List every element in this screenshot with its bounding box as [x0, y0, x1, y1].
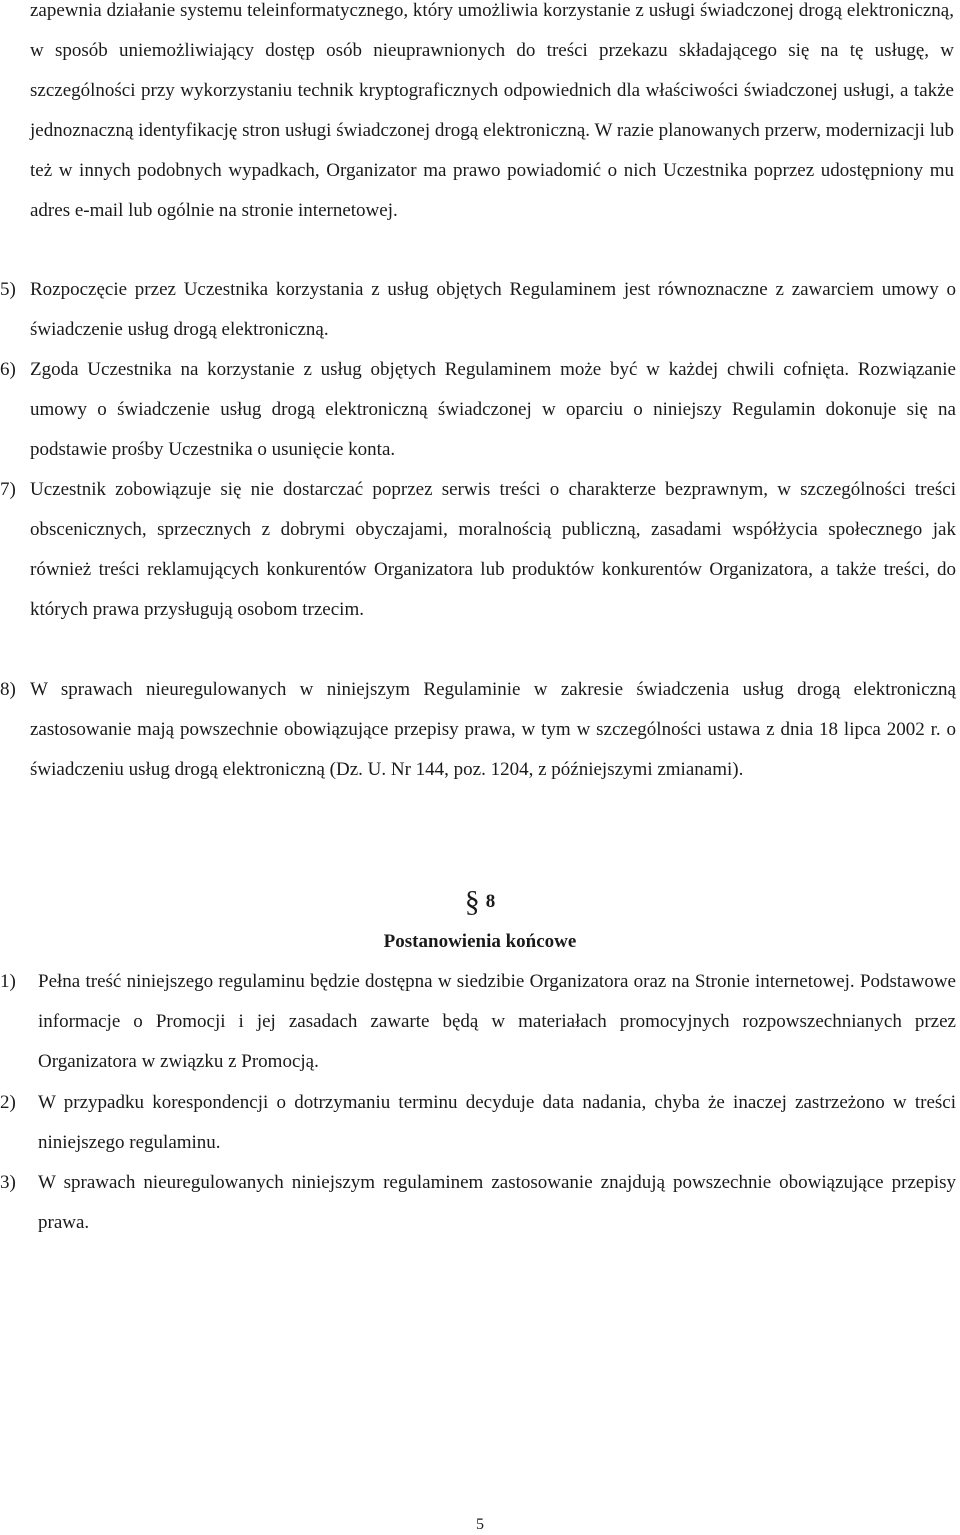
- list-item-text: Rozpoczęcie przez Uczestnika korzystania z usług objętych Regulaminem jest równoznaczne z zawarciem umowy o świadczenie usług drogą elektroniczną.: [30, 279, 956, 340]
- list-item-number: 2): [0, 1092, 16, 1113]
- final-item-2: [0, 1083, 956, 1163]
- intro-continuation-paragraph: zapewnia działanie systemu teleinformatycznego, który umożliwia korzystanie z usługi świadczonej drogą elektroniczną, w sposób uniemożliwiający dostęp osób nieuprawnionych do treści przekazu składającego się na tę usługę, w szczególności przy wykorzystaniu technik kryptograficznych odpowiednich dla właściwości świadczonej usługi, a także jednoznaczną identyfikację stron usługi świadczonej drogą elektroniczną. W razie planowanych przerw, modernizacji lub też w innych podobnych wypadkach, Organizator ma prawo powiadomić o nich Uczestnika poprzez udostępniony mu adres e-mail lub ogólnie na stronie internetowej.: [30, 0, 954, 221]
- list-item-number: 5): [0, 279, 16, 300]
- list-item-6: [0, 350, 956, 470]
- list-item-text: Pełna treść niniejszego regulaminu będzie dostępna w siedzibie Organizatora oraz na Stronie internetowej. Podstawowe informacje o Promocji i jej zasadach zawarte będą w materiałach promocyjnych rozpowszechnianych przez Organizatora w związku z Promocją.: [38, 971, 956, 1072]
- list-item-8: [0, 670, 956, 790]
- list-item-number: 3): [0, 1172, 16, 1193]
- list-item-text: W sprawach nieuregulowanych niniejszym regulaminem zastosowanie znajdują powszechnie obowiązujące przepisy prawa.: [38, 1172, 956, 1233]
- list-item-number: 6): [0, 359, 16, 380]
- list-item-5: [0, 270, 956, 350]
- list-item-7: [0, 470, 956, 630]
- final-item-1: [0, 962, 956, 1082]
- section-heading-number: [0, 884, 960, 920]
- list-item-number: 8): [0, 679, 16, 700]
- list-item-number: 7): [0, 479, 16, 500]
- list-item-text: W sprawach nieuregulowanych w niniejszym Regulaminie w zakresie świadczenia usług drogą elektroniczną zastosowanie mają powszechnie obowiązujące przepisy prawa, w tym w szczególności ustawa z dnia 18 lipca 2002 r. o świadczeniu usług drogą elektroniczną (Dz. U. Nr 144, poz. 1204, z późniejszymi zmianami).: [30, 679, 956, 780]
- list-item-number: 1): [0, 971, 16, 992]
- section-number: 8: [485, 891, 496, 912]
- section-title: Postanowienia końcowe: [383, 931, 577, 952]
- page-number: 5: [476, 1516, 484, 1533]
- list-item-text: Uczestnik zobowiązuje się nie dostarczać poprzez serwis treści o charakterze bezprawnym, w szczególności treści obscenicznych, sprzecznych z dobrymi obyczajami, moralnością publiczną, zasadami współżycia społecznego jak również treści reklamujących konkurentów Organizatora lub produktów konkurentów Organizatora, a także treści, do których prawa przysługują osobom trzecim.: [30, 479, 956, 620]
- section-sign-symbol: §: [464, 885, 480, 918]
- final-item-3: [0, 1163, 956, 1243]
- list-item-text: W przypadku korespondencji o dotrzymaniu terminu decyduje data nadania, chyba że inaczej zastrzeżono w treści niniejszego regulaminu.: [38, 1092, 956, 1153]
- list-item-text: Zgoda Uczestnika na korzystanie z usług objętych Regulaminem może być w każdej chwili cofnięta. Rozwiązanie umowy o świadczenie usług drogą elektroniczną świadczonej w oparciu o niniejszy Regulamin dokonuje się na podstawie prośby Uczestnika o usunięcie konta.: [30, 359, 956, 460]
